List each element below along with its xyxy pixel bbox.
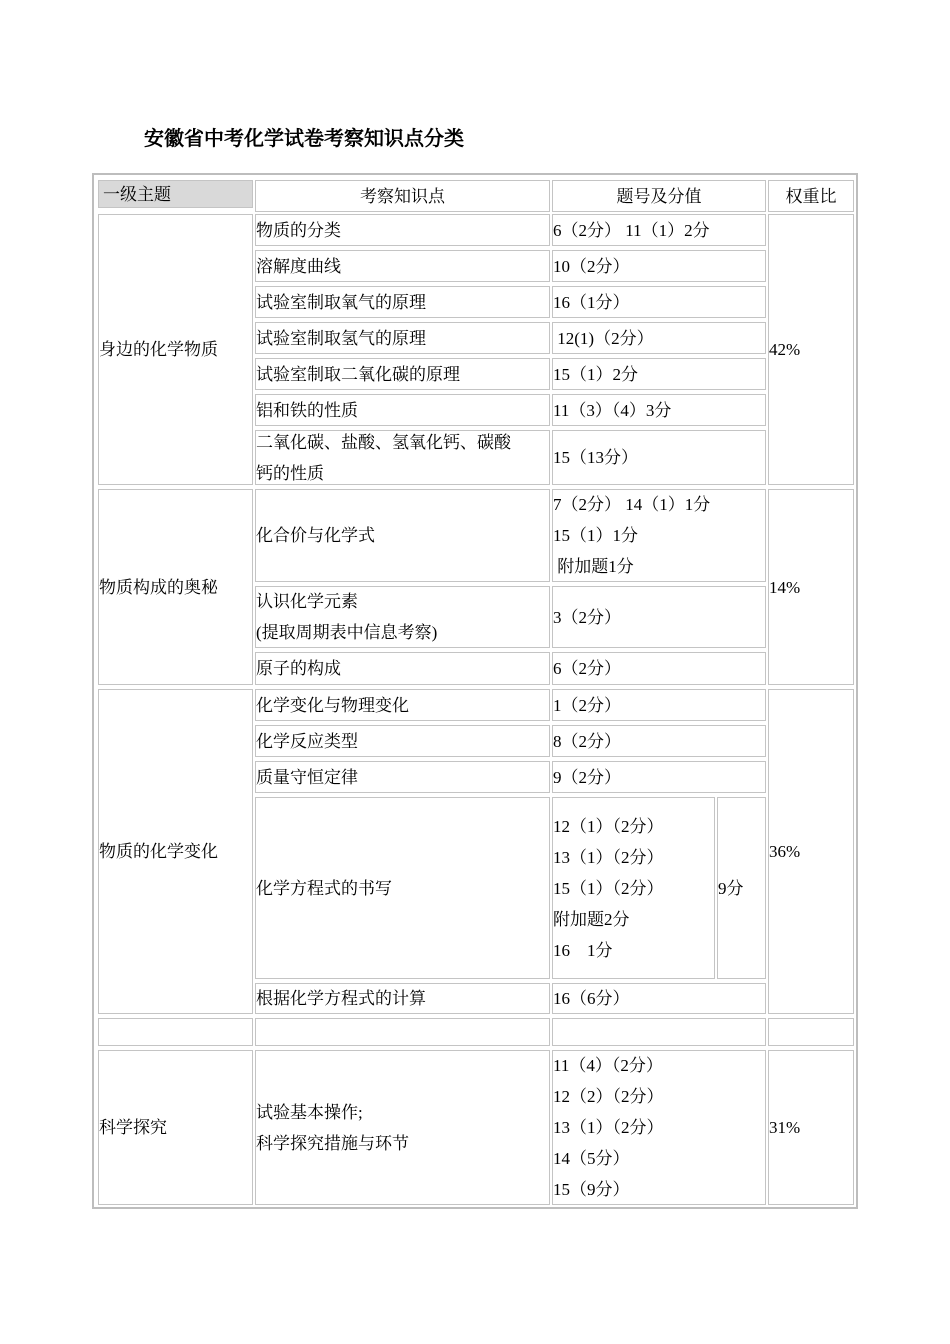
score-cell: 1（2分） [552,689,766,721]
point-line: 试验基本操作; [256,1102,363,1122]
score-cell: 6（2分） [552,652,766,685]
point-cell: 化学方程式的书写 [255,797,550,979]
header-cell-score: 题号及分值 [552,180,766,212]
group-theme-cell: 物质的化学变化 [98,689,253,1014]
point-cell: 化合价与化学式 [255,489,550,582]
score-cell: 6（2分） 11（1）2分 [552,214,766,246]
point-cell: 试验室制取氢气的原理 [255,322,550,354]
empty-cell [768,1018,854,1046]
empty-cell [552,1018,766,1046]
score-line: 15（9分） [553,1180,630,1199]
score-line: 12（1）（2分） [553,816,664,836]
header-cell-point: 考察知识点 [255,180,550,212]
point-cell: 铝和铁的性质 [255,394,550,426]
score-line: 15（1）（2分） [553,878,664,898]
group-weight-cell: 36% [768,689,854,1014]
group-theme-cell: 身边的化学物质 [98,214,253,485]
score-cell: 12(1)（2分） [552,322,766,354]
point-line: 认识化学元素 [256,592,358,611]
group-weight-cell: 31% [768,1050,854,1205]
score-cell: 11（3）（4）3分 [552,394,766,426]
point-cell: 质量守恒定律 [255,761,550,793]
score-line: 7（2分） 14（1）1分 [553,495,711,514]
point-line: 科学探究措施与环节 [256,1133,409,1153]
knowledge-table [92,173,858,1209]
score-cell: 10（2分） [552,250,766,282]
point-cell: 试验室制取二氧化碳的原理 [255,358,550,390]
point-cell: 试验室制取氧气的原理 [255,286,550,318]
score-cell [552,797,715,979]
point-cell: 化学反应类型 [255,725,550,757]
header-cell-weight: 权重比 [768,180,854,212]
point-cell [255,430,550,485]
empty-cell [255,1018,550,1046]
score-line: 15（1）1分 [553,526,638,545]
score-line: 12（2）（2分） [553,1087,664,1106]
score-cell: 16（1分） [552,286,766,318]
score-cell: 9（2分） [552,761,766,793]
group-weight-cell: 42% [768,214,854,485]
score-cell: 16（6分） [552,983,766,1014]
score-line: 14（5分） [553,1149,630,1168]
score-cell [552,489,766,582]
group-theme-cell: 科学探究 [98,1050,253,1205]
point-cell: 溶解度曲线 [255,250,550,282]
score-cell: 15（13分） [552,430,766,485]
page-title: 安徽省中考化学试卷考察知识点分类 [144,126,464,150]
header-cell-theme: 一级主题 [98,180,253,208]
score-line: 13（1）（2分） [553,1118,664,1137]
score-cell [552,1050,766,1205]
point-cell [255,1050,550,1205]
group-weight-cell: 14% [768,489,854,685]
point-line: (提取周期表中信息考察) [256,623,438,642]
point-cell: 原子的构成 [255,652,550,685]
empty-cell [98,1018,253,1046]
score-line: 11（4）（2分） [553,1056,663,1075]
point-line: 钙的性质 [256,463,324,483]
score-cell: 3（2分） [552,586,766,648]
score-line: 附加题1分 [553,557,634,576]
point-line: 二氧化碳、盐酸、氢氧化钙、碳酸 [256,432,511,452]
score-line: 附加题2分 [553,909,630,929]
score-cell: 15（1）2分 [552,358,766,390]
subtotal-cell: 9分 [717,797,766,979]
point-cell [255,586,550,648]
score-cell: 8（2分） [552,725,766,757]
score-line: 16 1分 [553,940,613,960]
point-cell: 化学变化与物理变化 [255,689,550,721]
score-line: 13（1）（2分） [553,847,664,867]
point-cell: 物质的分类 [255,214,550,246]
group-theme-cell: 物质构成的奥秘 [98,489,253,685]
point-cell: 根据化学方程式的计算 [255,983,550,1014]
